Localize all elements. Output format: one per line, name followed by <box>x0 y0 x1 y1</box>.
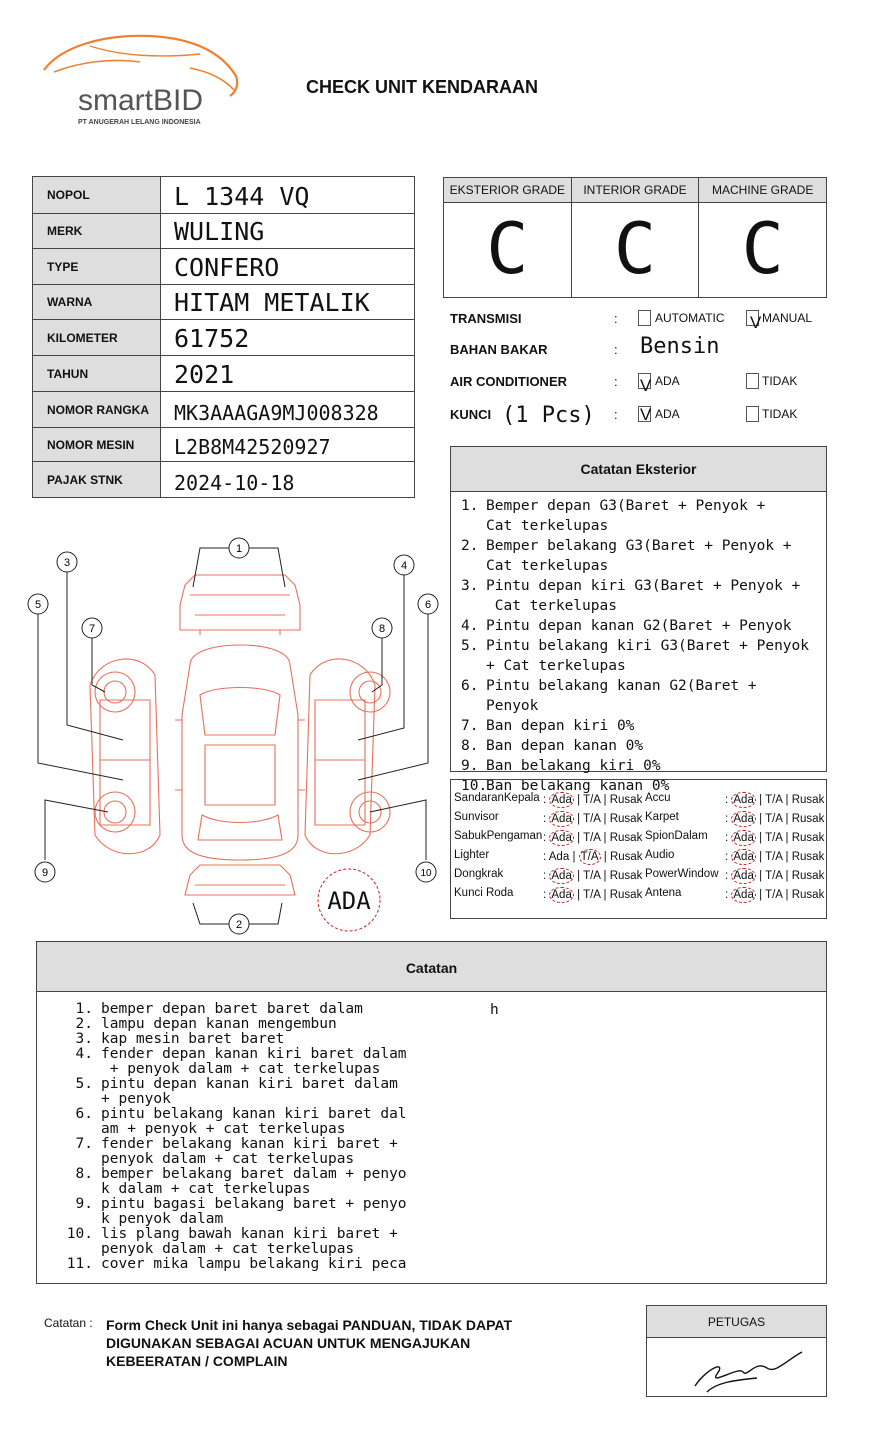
bahan-bakar-label: BAHAN BAKAR <box>450 342 548 357</box>
vehicle-info-row <box>33 285 415 320</box>
accessory-option[interactable]: Ada <box>551 889 572 901</box>
catatan-line <box>65 1137 407 1152</box>
accessory-separator: | <box>603 813 607 825</box>
ada-stamp-text: ADA <box>327 887 371 915</box>
eksterior-item-text: Bemper belakang G3(Baret + Penyok + Cat terkelupas <box>486 538 792 574</box>
accessory-separator: | <box>785 851 789 863</box>
accessories-box <box>450 779 827 919</box>
eksterior-item-number: 4. <box>461 618 479 634</box>
catatan-eksterior-title: Catatan Eksterior <box>451 447 826 492</box>
accessory-option[interactable]: T/A <box>765 813 783 825</box>
eksterior-item <box>461 576 826 616</box>
catatan-item-number <box>65 1212 101 1227</box>
catatan-line <box>65 1002 407 1017</box>
eksterior-item <box>461 676 826 716</box>
vehicle-info-value: 2021 <box>161 356 415 392</box>
vehicle-info-label: TYPE <box>33 249 161 285</box>
accessory-separator: | <box>785 813 789 825</box>
marker-number: 8 <box>378 623 386 635</box>
catatan-item-number: 9. <box>75 1196 93 1212</box>
eksterior-item-text: Pintu belakang kanan G2(Baret + Penyok <box>486 678 757 714</box>
vehicle-info-value: WULING <box>161 214 415 249</box>
grade-box <box>443 177 827 298</box>
kunci-check-mark: V <box>640 405 652 424</box>
catatan-item-number <box>65 1062 101 1077</box>
catatan-item-text: fender depan kanan kiri baret dalam <box>101 1046 407 1062</box>
accessory-name: PowerWindow <box>645 868 719 880</box>
vehicle-info-label: TAHUN <box>33 356 161 392</box>
accessory-option[interactable]: T/A <box>583 832 601 844</box>
accessory-status: : Ada | T/A | Rusak <box>543 851 643 863</box>
marker-leader-lines <box>38 548 428 924</box>
kunci-ada-label: ADA <box>655 407 680 421</box>
vehicle-info-row <box>33 249 415 285</box>
catatan-line <box>65 1182 407 1197</box>
accessory-name: Karpet <box>645 811 679 823</box>
vehicle-info-value: CONFERO <box>161 249 415 285</box>
vehicle-info-label: WARNA <box>33 285 161 320</box>
catatan-item-number: 1. <box>75 1001 93 1017</box>
eksterior-item-text: Pintu depan kanan G2(Baret + Penyok <box>486 618 792 634</box>
accessory-separator: | <box>577 832 581 844</box>
catatan-item-text: k dalam + cat terkelupas <box>101 1181 311 1197</box>
eksterior-item-text: Ban belakang kanan 0% <box>486 778 670 794</box>
damage-marker <box>57 552 77 572</box>
accessory-option[interactable]: Rusak <box>791 794 825 806</box>
ac-ada-label: ADA <box>655 374 680 388</box>
accessory-option[interactable]: T/A <box>765 851 783 863</box>
catatan-item-number <box>65 1122 101 1137</box>
ac-label: AIR CONDITIONER <box>450 374 567 389</box>
catatan-line <box>65 1257 407 1272</box>
damage-marker <box>28 594 48 614</box>
damage-marker <box>229 914 249 934</box>
catatan-line <box>65 1047 407 1062</box>
accessory-option[interactable]: Ada <box>548 851 570 863</box>
accessory-status: : Ada | T/A | Rusak <box>725 889 825 901</box>
accessory-option[interactable]: T/A <box>583 813 601 825</box>
marker-number: 1 <box>235 543 243 555</box>
accessory-option[interactable]: Ada <box>733 832 754 844</box>
eksterior-item-text: Pintu depan kiri G3(Baret + Penyok + Cat terkelupas <box>486 578 801 614</box>
footer-note: Form Check Unit ini hanya sebagai PANDUAN, TIDAK DAPAT DIGUNAKAN SEBAGAI ACUAN UNTUK MENGAJUKAN KEBEERATAN / COMPLAIN <box>106 1317 513 1369</box>
accessory-name: SpionDalam <box>645 830 708 842</box>
eksterior-item-number: 5. <box>461 638 479 654</box>
ac-tidak-checkbox[interactable] <box>746 373 759 389</box>
accessory-separator: | <box>759 794 763 806</box>
accessory-option[interactable]: Ada <box>551 870 572 882</box>
catatan-line <box>65 1227 407 1242</box>
accessory-option[interactable]: Ada <box>551 832 572 844</box>
accessory-separator: | <box>603 851 607 863</box>
eksterior-item-number: 3. <box>461 578 479 594</box>
catatan-item-number: 11. <box>66 1256 93 1272</box>
eksterior-item <box>461 636 826 676</box>
accessory-name: Kunci Roda <box>454 887 514 899</box>
catatan-line <box>65 1242 407 1257</box>
eksterior-item-number: 7. <box>461 718 479 734</box>
accessory-option[interactable]: Rusak <box>791 870 825 882</box>
marker-number: 2 <box>235 919 243 931</box>
accessory-option[interactable]: Ada <box>551 794 572 806</box>
catatan-item-text: penyok dalam + cat terkelupas <box>101 1151 355 1167</box>
catatan-line <box>65 1017 407 1032</box>
catatan-line <box>65 1122 407 1137</box>
grade-value: C <box>741 208 784 290</box>
grade-value: C <box>613 208 657 290</box>
machine-grade <box>699 178 826 297</box>
accessory-separator: | <box>577 794 581 806</box>
marker-number: 5 <box>34 599 42 611</box>
accessory-separator: | <box>759 813 763 825</box>
vehicle-info-value: L2B8M42520927 <box>161 428 415 462</box>
accessory-separator: | <box>572 851 576 863</box>
catatan-item-text: + penyok dalam + cat terkelupas <box>101 1061 381 1077</box>
catatan-item-text: lampu depan kanan mengembun <box>101 1016 337 1032</box>
catatan-item-number: 3. <box>75 1031 93 1047</box>
vehicle-info-value: MK3AAAGA9MJ008328 <box>161 392 415 428</box>
vehicle-info-label: MERK <box>33 214 161 249</box>
catatan-line <box>65 1077 407 1092</box>
accessory-option[interactable]: T/A <box>583 794 601 806</box>
marker-number: 9 <box>41 867 49 879</box>
catatan-item-number: 4. <box>75 1046 93 1062</box>
accessory-status: : Ada | T/A | Rusak <box>543 813 643 825</box>
footer-label: Catatan : <box>44 1316 93 1330</box>
accessory-status: : Ada | T/A | Rusak <box>725 832 825 844</box>
eksterior-item <box>461 736 826 756</box>
accessory-separator: | <box>785 832 789 844</box>
catatan-eksterior-list <box>451 492 826 796</box>
accessory-option[interactable]: T/A <box>765 832 783 844</box>
vehicle-info-value: L 1344 VQ <box>161 177 415 214</box>
automatic-checkbox[interactable] <box>638 310 651 326</box>
petugas-label: PETUGAS <box>647 1306 826 1338</box>
marker-number: 4 <box>400 560 408 572</box>
catatan-item-number <box>65 1092 101 1107</box>
page-title: CHECK UNIT KENDARAAN <box>306 77 538 97</box>
kunci-tidak-label: TIDAK <box>762 407 798 421</box>
accessory-separator: | <box>577 889 581 901</box>
vehicle-info-label: NOPOL <box>33 177 161 214</box>
accessory-option[interactable]: Rusak <box>609 813 643 825</box>
eksterior-item-text: Ban belakang kiri 0% <box>486 758 661 774</box>
vehicle-info-label: NOMOR MESIN <box>33 428 161 462</box>
accessory-option[interactable]: T/A <box>765 794 783 806</box>
accessory-option[interactable]: Rusak <box>609 889 643 901</box>
accessory-status: : Ada | T/A | Rusak <box>543 832 643 844</box>
accessory-option[interactable]: Rusak <box>791 832 825 844</box>
catatan-eksterior-box <box>450 446 827 794</box>
accessory-name: Antena <box>645 887 682 899</box>
catatan-item-text: cover mika lampu belakang kiri peca <box>101 1256 407 1272</box>
accessory-option[interactable]: T/A <box>583 889 601 901</box>
petugas-signature <box>647 1338 826 1396</box>
accessory-option[interactable]: Rusak <box>609 851 643 863</box>
accessory-separator: | <box>759 832 763 844</box>
accessory-option[interactable]: Ada <box>733 813 754 825</box>
accessory-option[interactable]: Ada <box>551 813 572 825</box>
accessory-status: : Ada | T/A | Rusak <box>543 794 643 806</box>
grade-label: INTERIOR GRADE <box>572 178 699 203</box>
catatan-item-number <box>65 1182 101 1197</box>
accessory-separator: | <box>785 794 789 806</box>
catatan-item-text: bemper belakang baret dalam + penyo <box>101 1166 407 1182</box>
vehicle-info-row <box>33 428 415 462</box>
accessory-option[interactable]: T/A <box>583 870 601 882</box>
accessory-separator: | <box>603 870 607 882</box>
eksterior-item <box>461 616 826 636</box>
catatan-item-text: k penyok dalam <box>101 1211 224 1227</box>
vehicle-info-table <box>32 176 415 498</box>
accessory-separator: | <box>759 851 763 863</box>
smartbid-logo <box>40 28 245 133</box>
marker-number: 3 <box>63 557 71 569</box>
accessory-status: : Ada | T/A | Rusak <box>543 889 643 901</box>
manual-label: MANUAL <box>762 311 813 325</box>
accessory-option[interactable]: T/A <box>765 870 783 882</box>
accessory-separator: | <box>759 870 763 882</box>
kunci-count: (1 Pcs) <box>502 403 595 428</box>
accessory-status: : Ada | T/A | Rusak <box>725 870 825 882</box>
eksterior-item-number: 6. <box>461 678 479 694</box>
vehicle-info-row <box>33 177 415 214</box>
automatic-label: AUTOMATIC <box>655 311 725 325</box>
catatan-item-text: bemper depan baret baret dalam <box>101 1001 363 1017</box>
accessory-name: Dongkrak <box>454 868 504 880</box>
accessory-name: Sunvisor <box>454 811 499 823</box>
accessory-separator: | <box>603 889 607 901</box>
marker-number: 7 <box>88 623 96 635</box>
logo-subtext: PT ANUGERAH LELANG INDONESIA <box>78 119 201 126</box>
accessory-option[interactable]: T/A <box>765 889 783 901</box>
catatan-line <box>65 1212 407 1227</box>
ac-check-mark: V <box>640 376 652 395</box>
vehicle-info-row <box>33 320 415 356</box>
catatan-list <box>65 1002 407 1272</box>
car-outline <box>90 575 390 895</box>
vehicle-info-label: KILOMETER <box>33 320 161 356</box>
vehicle-info-row <box>33 462 415 498</box>
catatan-item-number: 10. <box>66 1226 93 1242</box>
damage-marker <box>82 618 102 638</box>
eksterior-item-number: 10. <box>461 778 488 794</box>
colon: : <box>614 407 618 422</box>
vehicle-info-value: HITAM METALIK <box>161 285 415 320</box>
accessory-status: : Ada | T/A | Rusak <box>543 870 643 882</box>
vehicle-info-row <box>33 392 415 428</box>
catatan-line <box>65 1107 407 1122</box>
colon: : <box>614 311 618 326</box>
damage-markers <box>28 538 438 934</box>
catatan-item-number: 6. <box>75 1106 93 1122</box>
accessory-name: SandaranKepala <box>454 792 540 804</box>
eksterior-item-text: Ban depan kanan 0% <box>486 738 644 754</box>
damage-marker <box>418 594 438 614</box>
catatan-item-text: penyok dalam + cat terkelupas <box>101 1241 355 1257</box>
vehicle-info-value: 2024-10-18 <box>161 462 415 498</box>
catatan-box <box>36 941 827 1284</box>
vehicle-info-row <box>33 214 415 249</box>
damage-marker <box>35 862 55 882</box>
grade-value: C <box>486 208 529 290</box>
catatan-item-number: 2. <box>75 1016 93 1032</box>
accessory-option[interactable]: Ada <box>733 870 754 882</box>
eksterior-item <box>461 536 826 576</box>
catatan-item-text: pintu belakang kanan kiri baret dal <box>101 1106 407 1122</box>
catatan-line <box>65 1167 407 1182</box>
catatan-item-number: 8. <box>75 1166 93 1182</box>
transmisi-label: TRANSMISI <box>450 311 522 326</box>
catatan-title: Catatan <box>37 942 826 992</box>
stray-character: h <box>490 1002 499 1018</box>
catatan-item-number: 5. <box>75 1076 93 1092</box>
eksterior-item <box>461 756 826 776</box>
accessory-status: : Ada | T/A | Rusak <box>725 794 825 806</box>
eksterior-item-text: Pintu belakang kiri G3(Baret + Penyok + Cat terkelupas <box>486 638 810 674</box>
ac-tidak-label: TIDAK <box>762 374 798 388</box>
catatan-item-text: pintu depan kanan kiri baret dalam <box>101 1076 398 1092</box>
accessory-separator: | <box>577 870 581 882</box>
accessory-option[interactable]: Rusak <box>791 851 825 863</box>
accessory-status: : Ada | T/A | Rusak <box>725 851 825 863</box>
eksterior-item-number: 1. <box>461 498 479 514</box>
catatan-item-text: am + penyok + cat terkelupas <box>101 1121 346 1137</box>
accessory-name: Accu <box>645 792 671 804</box>
accessory-option[interactable]: Rusak <box>609 832 643 844</box>
catatan-item-number <box>65 1152 101 1167</box>
damage-marker <box>229 538 249 558</box>
catatan-item-number: 7. <box>75 1136 93 1152</box>
accessory-option[interactable]: Rusak <box>609 870 643 882</box>
vehicle-info-value: 61752 <box>161 320 415 356</box>
eksterior-item <box>461 716 826 736</box>
catatan-line <box>65 1032 407 1047</box>
eksterior-item-text: Bemper depan G3(Baret + Penyok + Cat terkelupas <box>486 498 766 534</box>
car-damage-diagram <box>20 535 445 935</box>
vehicle-info-row <box>33 356 415 392</box>
eksterior-item <box>461 496 826 536</box>
accessory-separator: | <box>603 794 607 806</box>
exterior-grade <box>444 178 572 297</box>
logo-text: smartBID <box>78 84 204 117</box>
accessory-name: Audio <box>645 849 675 861</box>
accessory-option[interactable]: Rusak <box>791 813 825 825</box>
eksterior-item-text: Ban depan kiri 0% <box>486 718 635 734</box>
catatan-item-number <box>65 1242 101 1257</box>
bahan-bakar-value: Bensin <box>640 334 720 359</box>
accessory-option[interactable]: Rusak <box>791 889 825 901</box>
colon: : <box>614 342 618 357</box>
accessory-separator: | <box>577 813 581 825</box>
eksterior-item-number: 9. <box>461 758 479 774</box>
accessory-separator: | <box>785 889 789 901</box>
catatan-item-text: pintu bagasi belakang baret + penyo <box>101 1196 407 1212</box>
accessory-option[interactable]: Rusak <box>609 794 643 806</box>
accessory-status: : Ada | T/A | Rusak <box>725 813 825 825</box>
catatan-line <box>65 1092 407 1107</box>
kunci-tidak-checkbox[interactable] <box>746 406 759 422</box>
vehicle-info-label: NOMOR RANGKA <box>33 392 161 428</box>
marker-number: 6 <box>424 599 432 611</box>
grade-label: EKSTERIOR GRADE <box>444 178 571 203</box>
catatan-item-text: lis plang bawah kanan kiri baret + <box>101 1226 398 1242</box>
kunci-label: KUNCI <box>450 407 492 422</box>
marker-number: 10 <box>420 868 432 879</box>
accessory-name: Lighter <box>454 849 490 861</box>
accessory-option[interactable]: Ada <box>733 794 754 806</box>
accessory-separator: | <box>759 889 763 901</box>
manual-check-mark: V <box>750 313 762 332</box>
catatan-item-text: + penyok <box>101 1091 171 1107</box>
petugas-box <box>646 1305 827 1397</box>
catatan-line <box>65 1152 407 1167</box>
colon: : <box>614 374 618 389</box>
accessory-name: SabukPengaman <box>454 830 543 842</box>
damage-marker <box>394 555 414 575</box>
accessory-separator: | <box>603 832 607 844</box>
damage-marker <box>372 618 392 638</box>
accessory-option[interactable]: Ada <box>733 851 754 863</box>
accessory-option[interactable]: Ada <box>733 889 754 901</box>
accessory-separator: | <box>785 870 789 882</box>
vehicle-info-label: PAJAK STNK <box>33 462 161 498</box>
catatan-item-text: fender belakang kanan kiri baret + <box>101 1136 398 1152</box>
interior-grade <box>572 178 700 297</box>
catatan-item-text: kap mesin baret baret <box>101 1031 285 1047</box>
eksterior-item-number: 8. <box>461 738 479 754</box>
catatan-line <box>65 1062 407 1077</box>
accessory-option[interactable]: T/A <box>580 851 599 863</box>
grade-label: MACHINE GRADE <box>699 178 826 203</box>
damage-marker <box>416 862 436 882</box>
eksterior-item-number: 2. <box>461 538 479 554</box>
catatan-line <box>65 1197 407 1212</box>
